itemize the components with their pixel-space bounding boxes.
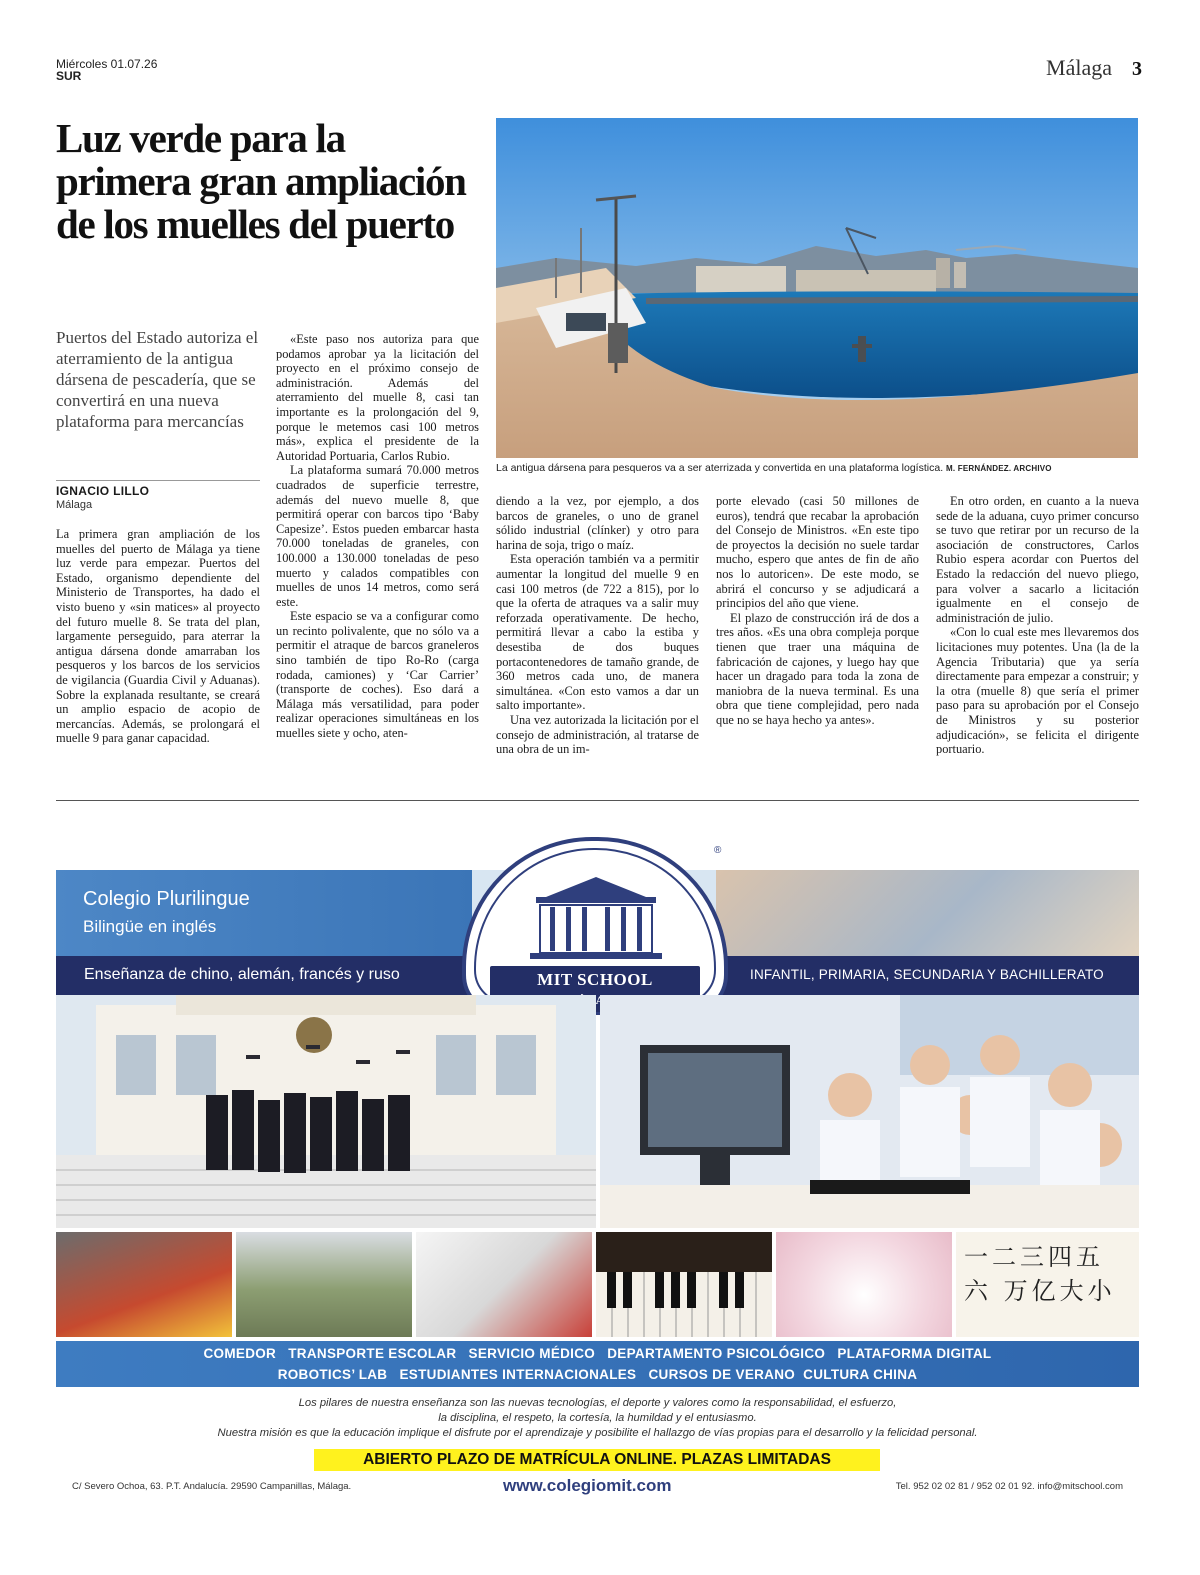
chinese-calligraphy-photo	[956, 1232, 1139, 1337]
paragraph: «Este paso nos autoriza para que podamos aprobar ya la licitación del proyecto en el próximo consejo de administración. Además del aterramiento del muelle 8, casi tan importante es la prolongación del 9, porque le metemos casi 100 metros más», explica el presidente de la Autoridad Portuaria, Carlos Rubio.	[276, 332, 479, 463]
page-number: 3	[1132, 58, 1142, 80]
ad-uniform-photo	[716, 870, 1139, 956]
school-contact: Tel. 952 02 02 81 / 952 02 01 92. info@mitschool.com	[895, 1481, 1123, 1492]
garden-photo	[236, 1232, 412, 1337]
issue-date: Miércoles 01.07.26	[56, 57, 158, 71]
paragraph: La primera gran ampliación de los muelles del puerto de Málaga ya tiene luz verde para empezar. Puertos del Estado, organismo dependiente del Ministerio de Transportes, ha dado el visto bueno y «sin matices» al proyecto del futuro muelle 8. Se trata del plan, largamente perseguido, para aterrar la antigua dársena donde amarraban los pesqueros y los barcos de los servicios de vigilancia (Guardia Civil y Aduanas). Sobre la explanada resultante, se creará un amplio espacio de acopio de mercancías. Además, se prolongará el muelle 9 para ganar capacidad.	[56, 527, 260, 746]
caption-text: La antigua dársena para pesqueros va a ser aterrizada y convertida en una plataforma logística.	[496, 462, 944, 474]
paragraph: Esta operación también va a permitir aumentar la longitud del muelle 9 en casi 100 metros (de 722 a 815), por lo que la oferta de atraques va a salir muy reforzada operativamente. De hecho, permitirá llevar a cabo la estiba y desestiba de dos buques portacontenedores de tamaño grande, de 360 metros cada uno, de manera simultánea. «Con esto vamos a dar un salto importante».	[496, 552, 699, 713]
enrollment-banner: ABIERTO PLAZO DE MATRÍCULA ONLINE. PLAZAS LIMITADAS	[363, 1451, 831, 1468]
paragraph: «Con lo cual este mes llevaremos dos licitaciones muy potentes. Una (la de la Agencia Tributaria) que ya sería directamente para empezar a construir; y la otra (muelle 8) que sería el primer paso para su aprobación por el Consejo de Ministros y su posterior adjudicación», se felicita el dirigente portuario.	[936, 625, 1139, 757]
mission-line: Nuestra misión es que la educación implique el disfrute por el aprendizaje y posibilite el hallazgo de vías propias para el desarrollo y la felicidad personal.	[217, 1427, 978, 1439]
school-website-link[interactable]: www.colegiomit.com	[503, 1476, 672, 1495]
robotics-photo	[56, 1232, 232, 1337]
graduation-illustration	[56, 995, 596, 1228]
article-column-4	[716, 494, 919, 728]
registered-mark: ®	[714, 845, 722, 856]
paragraph: diendo a la vez, por ejemplo, a dos barcos de graneles, o uno de granel sólido industrial (clínker) y otro para harina de soja, trigo o maíz.	[496, 494, 699, 552]
ad-school-type: Colegio Plurilingue	[83, 888, 250, 910]
paragraph: porte elevado (casi 50 millones de euros), tendrá que recabar la aprobación del Consejo de Ministros. «En este tipo de proyectos la decisión no suele tardar mucho, espero que antes de fin de año nos lo autoricen». De este modo, se abrirá el concurso y se adjudicará a principios del año que viene.	[716, 494, 919, 611]
port-photo	[496, 118, 1138, 458]
author-name: IGNACIO LILLO	[56, 484, 150, 498]
byline-divider	[56, 480, 260, 481]
school-name: MIT SCHOOL	[537, 970, 653, 989]
services-list-2: ROBOTICS’ LAB ESTUDIANTES INTERNACIONALES CURSOS DE VERANO CULTURA CHINA	[277, 1367, 918, 1382]
mission-statement	[126, 1396, 1069, 1441]
services-list-1: COMEDOR TRANSPORTE ESCOLAR SERVICIO MÉDICO DEPARTAMENTO PSICOLÓGICO PLATAFORMA DIGITAL	[203, 1346, 992, 1361]
paragraph: La plataforma sumará 70.000 metros cuadrados de superficie terrestre, además del nuevo muelle 8, que permitirá operar con barcos tipo ‘Baby Capesize’. Estos pueden embarcar hasta 70.000 toneladas de graneles, con 100.000 a 130.000 toneladas de peso muerto y calados compatibles con muelles de unos 14 metros, como será este.	[276, 463, 479, 609]
article-column-3	[496, 494, 699, 757]
graduation-photo	[56, 995, 596, 1228]
photo-credit: M. FERNÁNDEZ. ARCHIVO	[946, 464, 1052, 473]
article-column-1	[56, 527, 260, 746]
section-title: Málaga	[1046, 55, 1112, 80]
mission-line: la disciplina, el respeto, la cortesía, la humildad y el entusiasmo.	[438, 1412, 757, 1424]
publication-name: SUR	[56, 69, 82, 83]
article-divider	[56, 800, 1139, 801]
paragraph: En otro orden, en cuanto a la nueva sede de la aduana, cuyo primer concurso se tuvo que retirar por un recurso de la asociación de constructores, Carlos Rubio espera acordar con Puertos del Estado la redacción del nuevo pliego, para volver a sacarlo a licitación igualmente en el consejo de administración de julio.	[936, 494, 1139, 625]
ballet-photo	[776, 1232, 952, 1337]
article-standfirst: Puertos del Estado autoriza el aterramiento de la antigua dársena de pescadería, que se convertirá en una nueva plataforma para mercancías	[56, 328, 259, 431]
classroom-illustration	[600, 995, 1139, 1228]
photo-caption	[496, 462, 1146, 475]
paragraph: El plazo de construcción irá de dos a tres años. «Es una obra compleja porque tienen que traer una máquina de fabricación de cajones, y luego hay que hacer un dragado para toda la zona de maniobra de la nueva terminal. Es una obra que tiene complejidad, pero nada que no se haya hecho ya antes».	[716, 610, 919, 727]
article-column-2	[276, 332, 479, 741]
school-advertisement	[56, 835, 1139, 1507]
piano-keys-icon	[596, 1232, 772, 1337]
article-column-5	[936, 494, 1139, 757]
dateline-location: Málaga	[56, 499, 93, 511]
harbor-illustration	[496, 118, 1138, 458]
mission-line: Los pilares de nuestra enseñanza son las nuevas tecnologías, el deporte y valores como la responsabilidad, el esfuerzo,	[298, 1397, 897, 1409]
ad-bilingual: Bilingüe en inglés	[83, 917, 217, 936]
classroom-photo	[600, 995, 1139, 1228]
piano-photo	[596, 1232, 772, 1337]
ad-languages: Enseñanza de chino, alemán, francés y ruso	[84, 966, 400, 983]
chinese-characters: 一二三四五六 万亿大小	[964, 1243, 1116, 1305]
ad-levels: INFANTIL, PRIMARIA, SECUNDARIA Y BACHILLERATO	[750, 967, 1104, 982]
paragraph: Una vez autorizada la licitación por el consejo de administración, al tratarse de una obra de un im-	[496, 712, 699, 757]
article-headline: Luz verde para la primera gran ampliación de los muelles del puerto	[56, 115, 466, 247]
school-address: C/ Severo Ochoa, 63. P.T. Andalucía. 29590 Campanillas, Málaga.	[72, 1481, 352, 1492]
building-icon	[526, 875, 666, 961]
ad-blue-panel	[56, 870, 472, 956]
paragraph: Este espacio se va a configurar como un recinto polivalente, que no sólo va a permitir el atraque de barcos graneleros sino también de tipo Ro-Ro (carga rodada, camiones) y ‘Car Carrier’ (transporte de coches). Eso dará a Málaga más versatilidad, para poder realizar operaciones simultáneas en los muelles siete y ocho, aten-	[276, 609, 479, 741]
karate-photo	[416, 1232, 592, 1337]
